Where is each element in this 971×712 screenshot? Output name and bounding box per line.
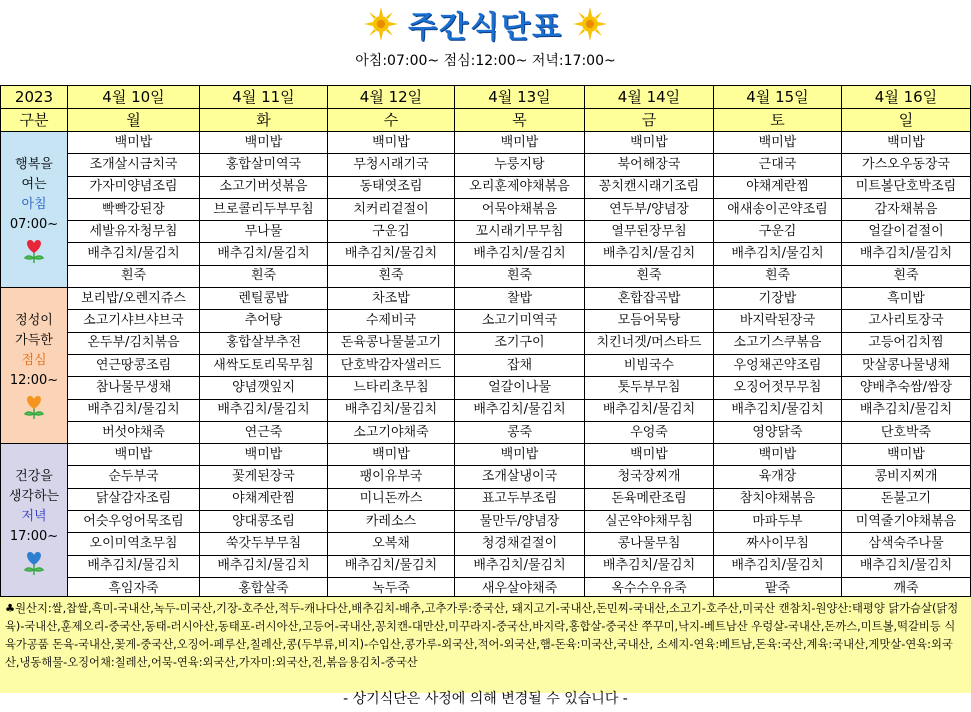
menu-row: [1, 399, 971, 421]
day-cell: 수: [328, 109, 455, 132]
menu-cell: 세발유자청무침: [68, 221, 200, 243]
dinner-label-line2: 생각하는: [8, 489, 60, 505]
menu-cell: 배추김치/물김치: [328, 399, 455, 421]
menu-cell: 오리훈제야채볶음: [455, 176, 585, 198]
menu-cell: 찰밥: [455, 288, 585, 310]
menu-cell: 물만두/양념장: [455, 511, 585, 533]
menu-cell: 가스오우동장국: [842, 154, 971, 176]
menu-cell: 연근땅콩조림: [68, 354, 200, 376]
menu-cell: 배추김치/물김치: [585, 555, 714, 577]
menu-cell: 흰죽: [842, 265, 971, 287]
menu-cell: 팽이유부국: [328, 466, 455, 488]
menu-cell: 순두부국: [68, 466, 200, 488]
menu-cell: 연두부/양념장: [585, 198, 714, 220]
menu-cell: 어슷우엉어묵조림: [68, 511, 200, 533]
menu-cell: 미트볼단호박조림: [842, 176, 971, 198]
lunch-label-time: 12:00~: [9, 373, 59, 389]
menu-row: [1, 265, 971, 287]
menu-cell: 백미밥: [585, 132, 714, 154]
menu-cell: 백미밥: [585, 444, 714, 466]
blue-flower-icon: [21, 550, 47, 576]
menu-cell: 기장밥: [714, 288, 842, 310]
menu-cell: 추어탕: [200, 310, 328, 332]
menu-cell: 배추김치/물김치: [455, 243, 585, 265]
menu-row: [1, 466, 971, 488]
menu-row: [1, 444, 971, 466]
dinner-label: [1, 444, 68, 600]
menu-cell: 백미밥: [328, 444, 455, 466]
menu-cell: 치커리겉절이: [328, 198, 455, 220]
menu-cell: 조기구이: [455, 332, 585, 354]
menu-cell: 청경채겉절이: [455, 533, 585, 555]
menu-cell: 렌틸콩밥: [200, 288, 328, 310]
breakfast-label-line2: 여는: [21, 177, 47, 193]
menu-cell: 톳두부무침: [585, 377, 714, 399]
menu-cell: 배추김치/물김치: [68, 399, 200, 421]
lunch-label-line1: 정성이: [15, 313, 53, 329]
menu-cell: 옥수수우유죽: [585, 577, 714, 599]
day-cell: 목: [455, 109, 585, 132]
menu-cell: 흰죽: [714, 265, 842, 287]
menu-cell: 백미밥: [68, 444, 200, 466]
menu-cell: 돈불고기: [842, 488, 971, 510]
menu-cell: 바지락된장국: [714, 310, 842, 332]
menu-cell: 홍합살죽: [200, 577, 328, 599]
menu-row: [1, 377, 971, 399]
date-cell: 4월 15일: [714, 86, 842, 109]
menu-row: [1, 176, 971, 198]
menu-cell: 열무된장무침: [585, 221, 714, 243]
menu-cell: 짜사이무침: [714, 533, 842, 555]
menu-cell: 무청시래기국: [328, 154, 455, 176]
menu-cell: 배추김치/물김치: [455, 399, 585, 421]
date-cell: 4월 13일: [455, 86, 585, 109]
menu-cell: 누룽지탕: [455, 154, 585, 176]
sun-icon: [364, 7, 398, 41]
menu-cell: 흰죽: [200, 265, 328, 287]
menu-cell: 치킨너겟/머스타드: [585, 332, 714, 354]
menu-cell: 백미밥: [455, 444, 585, 466]
heart-flower-icon: [21, 238, 47, 264]
menu-cell: 배추김치/물김치: [200, 399, 328, 421]
menu-cell: 배추김치/물김치: [200, 555, 328, 577]
menu-cell: 삼색숙주나물: [842, 533, 971, 555]
menu-cell: 오이미역초무침: [68, 533, 200, 555]
menu-cell: 배추김치/물김치: [200, 243, 328, 265]
menu-cell: 단호박감자샐러드: [328, 354, 455, 376]
page-title: 주간식단표: [408, 10, 563, 45]
menu-cell: 무나물: [200, 221, 328, 243]
menu-row: [1, 310, 971, 332]
menu-cell: 청국장찌개: [585, 466, 714, 488]
day-row: [1, 109, 971, 132]
menu-row: [1, 332, 971, 354]
menu-cell: 콩비지찌개: [842, 466, 971, 488]
menu-cell: 북어해장국: [585, 154, 714, 176]
menu-row: [1, 132, 971, 154]
menu-cell: 가자미양념조림: [68, 176, 200, 198]
change-note: - 상기식단은 사정에 의해 변경될 수 있습니다 -: [343, 691, 628, 707]
menu-row: [1, 221, 971, 243]
menu-row: [1, 354, 971, 376]
menu-cell: 배추김치/물김치: [842, 555, 971, 577]
date-cell: 4월 12일: [328, 86, 455, 109]
dinner-section: [1, 444, 971, 600]
menu-cell: 백미밥: [328, 132, 455, 154]
menu-cell: 배추김치/물김치: [68, 555, 200, 577]
menu-row: [1, 555, 971, 577]
menu-cell: 표고두부조림: [455, 488, 585, 510]
page-header: [0, 0, 971, 84]
menu-cell: 미역줄기야채볶음: [842, 511, 971, 533]
year-cell: 2023: [1, 86, 68, 109]
weekly-menu-table: [0, 85, 971, 600]
menu-cell: 미니돈까스: [328, 488, 455, 510]
menu-cell: 돈육콩나물불고기: [328, 332, 455, 354]
menu-cell: 양배추숙쌈/쌈장: [842, 377, 971, 399]
menu-cell: 소고기스쿠볶음: [714, 332, 842, 354]
menu-cell: 참나물무생채: [68, 377, 200, 399]
menu-cell: 녹두죽: [328, 577, 455, 599]
menu-cell: 우엉채곤약조림: [714, 354, 842, 376]
menu-cell: 우엉죽: [585, 421, 714, 443]
menu-row: [1, 198, 971, 220]
lunch-label-meal: 점심: [21, 353, 47, 369]
menu-cell: 콩나물무침: [585, 533, 714, 555]
menu-cell: 쑥갓두부무침: [200, 533, 328, 555]
menu-cell: 구운김: [328, 221, 455, 243]
menu-cell: 백미밥: [68, 132, 200, 154]
breakfast-label-time: 07:00~: [9, 217, 59, 233]
menu-cell: 야채계란찜: [200, 488, 328, 510]
menu-cell: 배추김치/물김치: [328, 555, 455, 577]
day-cell: 토: [714, 109, 842, 132]
menu-cell: 돈육메란조림: [585, 488, 714, 510]
menu-cell: 백미밥: [455, 132, 585, 154]
menu-cell: 배추김치/물김치: [585, 243, 714, 265]
menu-cell: 흰죽: [585, 265, 714, 287]
menu-cell: 깨죽: [842, 577, 971, 599]
menu-cell: 새싹도토리묵무침: [200, 354, 328, 376]
menu-cell: 배추김치/물김치: [328, 243, 455, 265]
menu-row: [1, 488, 971, 510]
menu-cell: 홍합살부추전: [200, 332, 328, 354]
menu-cell: 실곤약야채무침: [585, 511, 714, 533]
menu-cell: 느타리초무침: [328, 377, 455, 399]
date-cell: 4월 10일: [68, 86, 200, 109]
breakfast-label-line1: 행복을: [15, 157, 53, 173]
menu-cell: 닭살감자조림: [68, 488, 200, 510]
menu-cell: 빡빡강된장: [68, 198, 200, 220]
meal-times: 아침:07:00~ 점심:12:00~ 저녁:17:00~: [355, 53, 616, 69]
menu-cell: 고등어김치찜: [842, 332, 971, 354]
lunch-label: [1, 288, 68, 444]
menu-cell: 배추김치/물김치: [714, 243, 842, 265]
menu-cell: 배추김치/물김치: [842, 399, 971, 421]
menu-cell: 흰죽: [455, 265, 585, 287]
menu-cell: 얼갈이나물: [455, 377, 585, 399]
menu-cell: 배추김치/물김치: [68, 243, 200, 265]
menu-row: [1, 533, 971, 555]
origin-note: ♣원산지:쌀,찹쌀,흑미-국내산,녹두-미국산,기장-호주산,적두-캐나다산,배추김치-배추,고추가루:중국산, 돼지고기-국내산,돈민찌-국내산,소고기-호주산,미국산 캔참치-원양산:태평양 닭가슴살(닭정육)-국내산,훈제오리-중국산,동태-러시아산,동태포-러시아산,고등어-국내산,꽁치캔-대만산,미꾸라지-중국산,바지락,홍합살-중국산 쭈꾸미,낙지-베트남산 우렁살-국내산,돈까스,미트볼,떡갈비등 식육가공품 돈육-국내산,꽃게-중국산,오징어-페루산,칠레산,콩(두부류,비지)-수입산,콩가루-외국산,적어-외국산,햄-돈육:미국산,국내산, 소세지-연육:베트남,돈육:국산,계육:국내산,게맛살-연육:외국산,냉동해물-오징어채:칠레산,어묵-연육:외국산,가자미:외국산,전,볶음용김치-중국산: [0, 596, 971, 693]
menu-cell: 백미밥: [714, 132, 842, 154]
menu-cell: 백미밥: [200, 132, 328, 154]
orange-flower-icon: [21, 394, 47, 420]
lunch-section: [1, 288, 971, 444]
menu-cell: 배추김치/물김치: [585, 399, 714, 421]
menu-cell: 배추김치/물김치: [714, 555, 842, 577]
menu-cell: 연근죽: [200, 421, 328, 443]
menu-cell: 조개살시금치국: [68, 154, 200, 176]
menu-cell: 백미밥: [842, 444, 971, 466]
menu-cell: 배추김치/물김치: [455, 555, 585, 577]
menu-cell: 야채계란찜: [714, 176, 842, 198]
breakfast-label-meal: 아침: [21, 197, 47, 213]
menu-cell: 소고기미역국: [455, 310, 585, 332]
menu-cell: 잡채: [455, 354, 585, 376]
breakfast-label: [1, 132, 68, 288]
day-cell: 금: [585, 109, 714, 132]
dinner-label-meal: 저녁: [21, 509, 47, 525]
menu-row: [1, 243, 971, 265]
dinner-label-time: 17:00~: [9, 529, 59, 545]
menu-cell: 보리밥/오렌지쥬스: [68, 288, 200, 310]
menu-cell: 영양닭죽: [714, 421, 842, 443]
date-row: [1, 86, 971, 109]
menu-cell: 새우살야채죽: [455, 577, 585, 599]
menu-cell: 흑미밥: [842, 288, 971, 310]
menu-cell: 소고기샤브샤브국: [68, 310, 200, 332]
menu-cell: 카레소스: [328, 511, 455, 533]
day-cell: 화: [200, 109, 328, 132]
menu-cell: 얼갈이겉절이: [842, 221, 971, 243]
sun-icon: [573, 7, 607, 41]
menu-cell: 배추김치/물김치: [714, 399, 842, 421]
breakfast-section: [1, 132, 971, 288]
menu-cell: 양대콩조림: [200, 511, 328, 533]
menu-cell: 참치야채볶음: [714, 488, 842, 510]
menu-cell: 단호박죽: [842, 421, 971, 443]
division-cell: 구분: [1, 109, 68, 132]
menu-cell: 고사리토장국: [842, 310, 971, 332]
menu-cell: 콩죽: [455, 421, 585, 443]
date-cell: 4월 14일: [585, 86, 714, 109]
menu-cell: 버섯야채죽: [68, 421, 200, 443]
menu-cell: 배추김치/물김치: [842, 243, 971, 265]
day-cell: 월: [68, 109, 200, 132]
menu-cell: 마파두부: [714, 511, 842, 533]
title-row: [0, 4, 971, 44]
menu-cell: 수제비국: [328, 310, 455, 332]
menu-cell: 양념깻잎지: [200, 377, 328, 399]
menu-cell: 맛살콩나물냉채: [842, 354, 971, 376]
menu-cell: 흰죽: [68, 265, 200, 287]
menu-row: [1, 288, 971, 310]
menu-row: [1, 421, 971, 443]
menu-cell: 모듬어묵탕: [585, 310, 714, 332]
menu-cell: 육개장: [714, 466, 842, 488]
dinner-label-line1: 건강을: [15, 469, 53, 485]
menu-cell: 구운김: [714, 221, 842, 243]
menu-cell: 차조밥: [328, 288, 455, 310]
lunch-label-line2: 가득한: [15, 333, 53, 349]
menu-cell: 오복채: [328, 533, 455, 555]
menu-cell: 꼬시래기무무침: [455, 221, 585, 243]
menu-cell: 백미밥: [714, 444, 842, 466]
menu-cell: 온두부/김치볶음: [68, 332, 200, 354]
menu-row: [1, 154, 971, 176]
menu-cell: 백미밥: [842, 132, 971, 154]
menu-cell: 꽃게된장국: [200, 466, 328, 488]
menu-cell: 홍합살미역국: [200, 154, 328, 176]
menu-cell: 비빔국수: [585, 354, 714, 376]
date-cell: 4월 11일: [200, 86, 328, 109]
day-cell: 일: [842, 109, 971, 132]
menu-cell: 꽁치캔시래기조림: [585, 176, 714, 198]
menu-cell: 혼합잡곡밥: [585, 288, 714, 310]
menu-cell: 근대국: [714, 154, 842, 176]
menu-cell: 오징어젓무무침: [714, 377, 842, 399]
menu-cell: 흑임자죽: [68, 577, 200, 599]
menu-cell: 동태엿조림: [328, 176, 455, 198]
menu-cell: 팥죽: [714, 577, 842, 599]
menu-cell: 소고기버섯볶음: [200, 176, 328, 198]
menu-row: [1, 511, 971, 533]
menu-cell: 어묵야채볶음: [455, 198, 585, 220]
menu-cell: 애새송이곤약조림: [714, 198, 842, 220]
menu-cell: 흰죽: [328, 265, 455, 287]
date-cell: 4월 16일: [842, 86, 971, 109]
menu-cell: 감자채볶음: [842, 198, 971, 220]
menu-cell: 브로콜리두부무침: [200, 198, 328, 220]
menu-cell: 백미밥: [200, 444, 328, 466]
menu-cell: 소고기야채죽: [328, 421, 455, 443]
menu-cell: 조개살냉이국: [455, 466, 585, 488]
